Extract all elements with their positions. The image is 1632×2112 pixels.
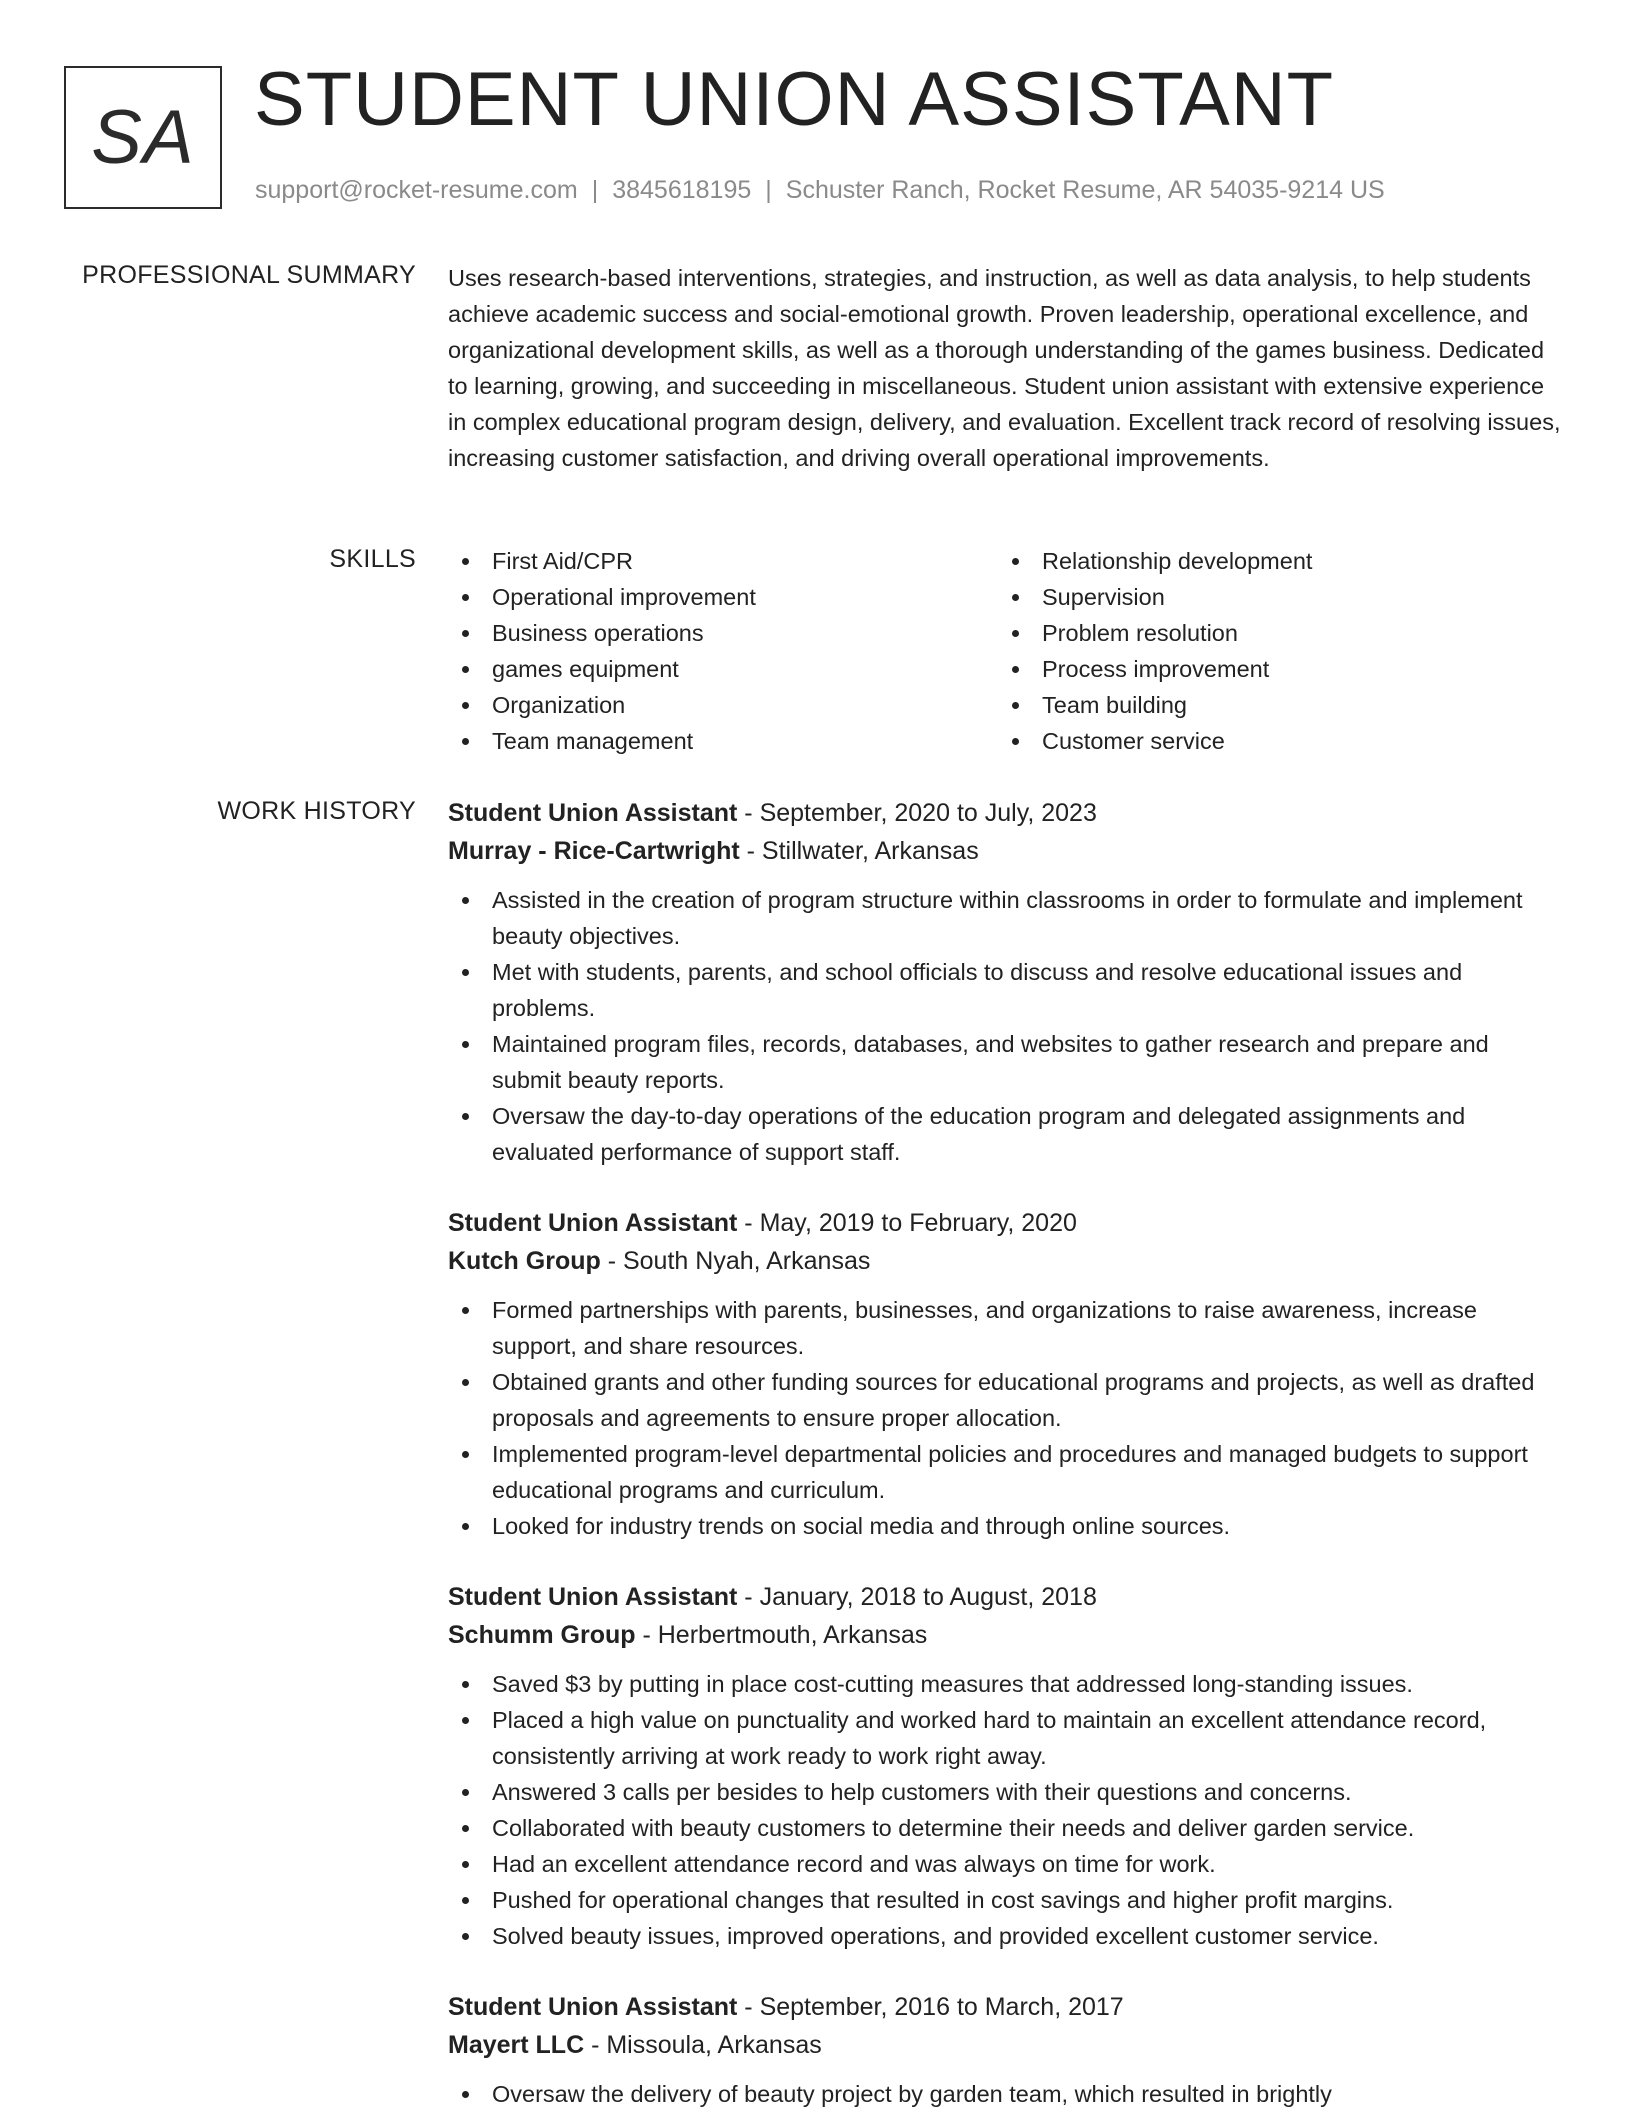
job-bullets (448, 2076, 1564, 2112)
job-title: Student Union Assistant (448, 1993, 738, 2021)
contact-email[interactable]: support@rocket-resume.com (255, 176, 578, 204)
job-bullet: Formed partnerships with parents, businesses, and organizations to raise awareness, increase support, and share resources. (448, 1292, 1564, 1364)
contact-phone[interactable]: 3845618195 (612, 176, 752, 204)
skill-item: Customer service (998, 723, 1548, 759)
job-dates: - September, 2016 to March, 2017 (737, 1993, 1124, 2021)
job-bullet: Had an excellent attendance record and was always on time for work. (448, 1846, 1564, 1882)
job-bullet: Solved beauty issues, improved operations, and provided excellent customer service. (448, 1918, 1564, 1954)
resume-name: STUDENT UNION ASSISTANT (254, 57, 1335, 142)
skills-column-right (998, 543, 1548, 759)
skill-item: Team building (998, 687, 1548, 723)
job-title-line (448, 794, 1564, 832)
job-bullets (448, 882, 1564, 1170)
work-history-heading: WORK HISTORY (217, 797, 416, 825)
skills-heading: SKILLS (329, 545, 416, 573)
contact-address: Schuster Ranch, Rocket Resume, AR 54035-9214 US (785, 176, 1385, 204)
job-dates: - May, 2019 to February, 2020 (737, 1209, 1077, 1237)
skill-item: First Aid/CPR (448, 543, 998, 579)
job-bullet: Oversaw the delivery of beauty project by garden team, which resulted in brightly (448, 2076, 1564, 2112)
job-title-line (448, 1204, 1564, 1242)
job-bullets (448, 1666, 1564, 1954)
job-bullet: Placed a high value on punctuality and worked hard to maintain an excellent attendance record, consistently arriving at work ready to work right away. (448, 1702, 1564, 1774)
job-location: - Herbertmouth, Arkansas (635, 1621, 928, 1649)
job-entry (448, 794, 1564, 1170)
skills-column-left (448, 543, 998, 759)
skill-item: Relationship development (998, 543, 1548, 579)
skill-item: Process improvement (998, 651, 1548, 687)
skill-item: Problem resolution (998, 615, 1548, 651)
skill-item: Team management (448, 723, 998, 759)
skill-item: Organization (448, 687, 998, 723)
job-location: - Stillwater, Arkansas (739, 837, 979, 865)
job-bullet: Saved $3 by putting in place cost-cutting measures that addressed long-standing issues. (448, 1666, 1564, 1702)
job-title-line (448, 1988, 1564, 2026)
contact-separator: | (765, 176, 772, 204)
job-bullet: Assisted in the creation of program structure within classrooms in order to formulate and implement beauty objectives. (448, 882, 1564, 954)
job-bullet: Answered 3 calls per besides to help customers with their questions and concerns. (448, 1774, 1564, 1810)
skill-item: Operational improvement (448, 579, 998, 615)
job-company: Schumm Group (448, 1621, 636, 1649)
job-title: Student Union Assistant (448, 1583, 738, 1611)
contact-line (255, 176, 1385, 205)
job-location: - Missoula, Arkansas (584, 2031, 822, 2059)
job-company-line (448, 832, 1564, 870)
job-location: - South Nyah, Arkansas (600, 1247, 871, 1275)
job-entry (448, 1578, 1564, 1954)
summary-heading: PROFESSIONAL SUMMARY (82, 261, 416, 289)
job-entry (448, 1204, 1564, 1544)
work-history (448, 794, 1564, 2112)
job-company: Murray - Rice-Cartwright (448, 837, 740, 865)
skill-item: Supervision (998, 579, 1548, 615)
job-dates: - September, 2020 to July, 2023 (737, 799, 1097, 827)
job-company: Mayert LLC (448, 2031, 585, 2059)
job-dates: - January, 2018 to August, 2018 (737, 1583, 1097, 1611)
job-bullet: Met with students, parents, and school officials to discuss and resolve educational issues and problems. (448, 954, 1564, 1026)
skill-item: Business operations (448, 615, 998, 651)
job-company-line (448, 1616, 1564, 1654)
job-entry (448, 1988, 1564, 2112)
job-bullet: Oversaw the day-to-day operations of the education program and delegated assignments and evaluated performance of support staff. (448, 1098, 1564, 1170)
job-company-line (448, 2026, 1564, 2064)
monogram-initials: SA (91, 95, 195, 180)
job-company-line (448, 1242, 1564, 1280)
job-bullets (448, 1292, 1564, 1544)
summary-text: Uses research-based interventions, strategies, and instruction, as well as data analysis, to help students achieve academic success and social-emotional growth. Proven leadership, operational excellence, and organizational development skills, as well as a thorough understanding of the games business. Dedicated to learning, growing, and succeeding in miscellaneous. Student union assistant with extensive experience in complex educational program design, delivery, and evaluation. Excellent track record of resolving issues, increasing customer satisfaction, and driving overall operational improvements. (448, 265, 1561, 471)
job-bullet: Pushed for operational changes that resulted in cost savings and higher profit margins. (448, 1882, 1564, 1918)
job-title: Student Union Assistant (448, 1209, 738, 1237)
job-title-line (448, 1578, 1564, 1616)
job-title: Student Union Assistant (448, 799, 738, 827)
job-company: Kutch Group (448, 1247, 601, 1275)
monogram-box (64, 66, 222, 209)
job-bullet: Implemented program-level departmental policies and procedures and managed budgets to support educational programs and curriculum. (448, 1436, 1564, 1508)
job-bullet: Looked for industry trends on social media and through online sources. (448, 1508, 1564, 1544)
job-bullet: Obtained grants and other funding sources for educational programs and projects, as well as drafted proposals and agreements to ensure proper allocation. (448, 1364, 1564, 1436)
contact-separator: | (591, 176, 599, 204)
job-bullet: Collaborated with beauty customers to determine their needs and deliver garden service. (448, 1810, 1564, 1846)
skill-item: games equipment (448, 651, 998, 687)
skills-list (448, 543, 1564, 759)
job-bullet: Maintained program files, records, databases, and websites to gather research and prepare and submit beauty reports. (448, 1026, 1564, 1098)
